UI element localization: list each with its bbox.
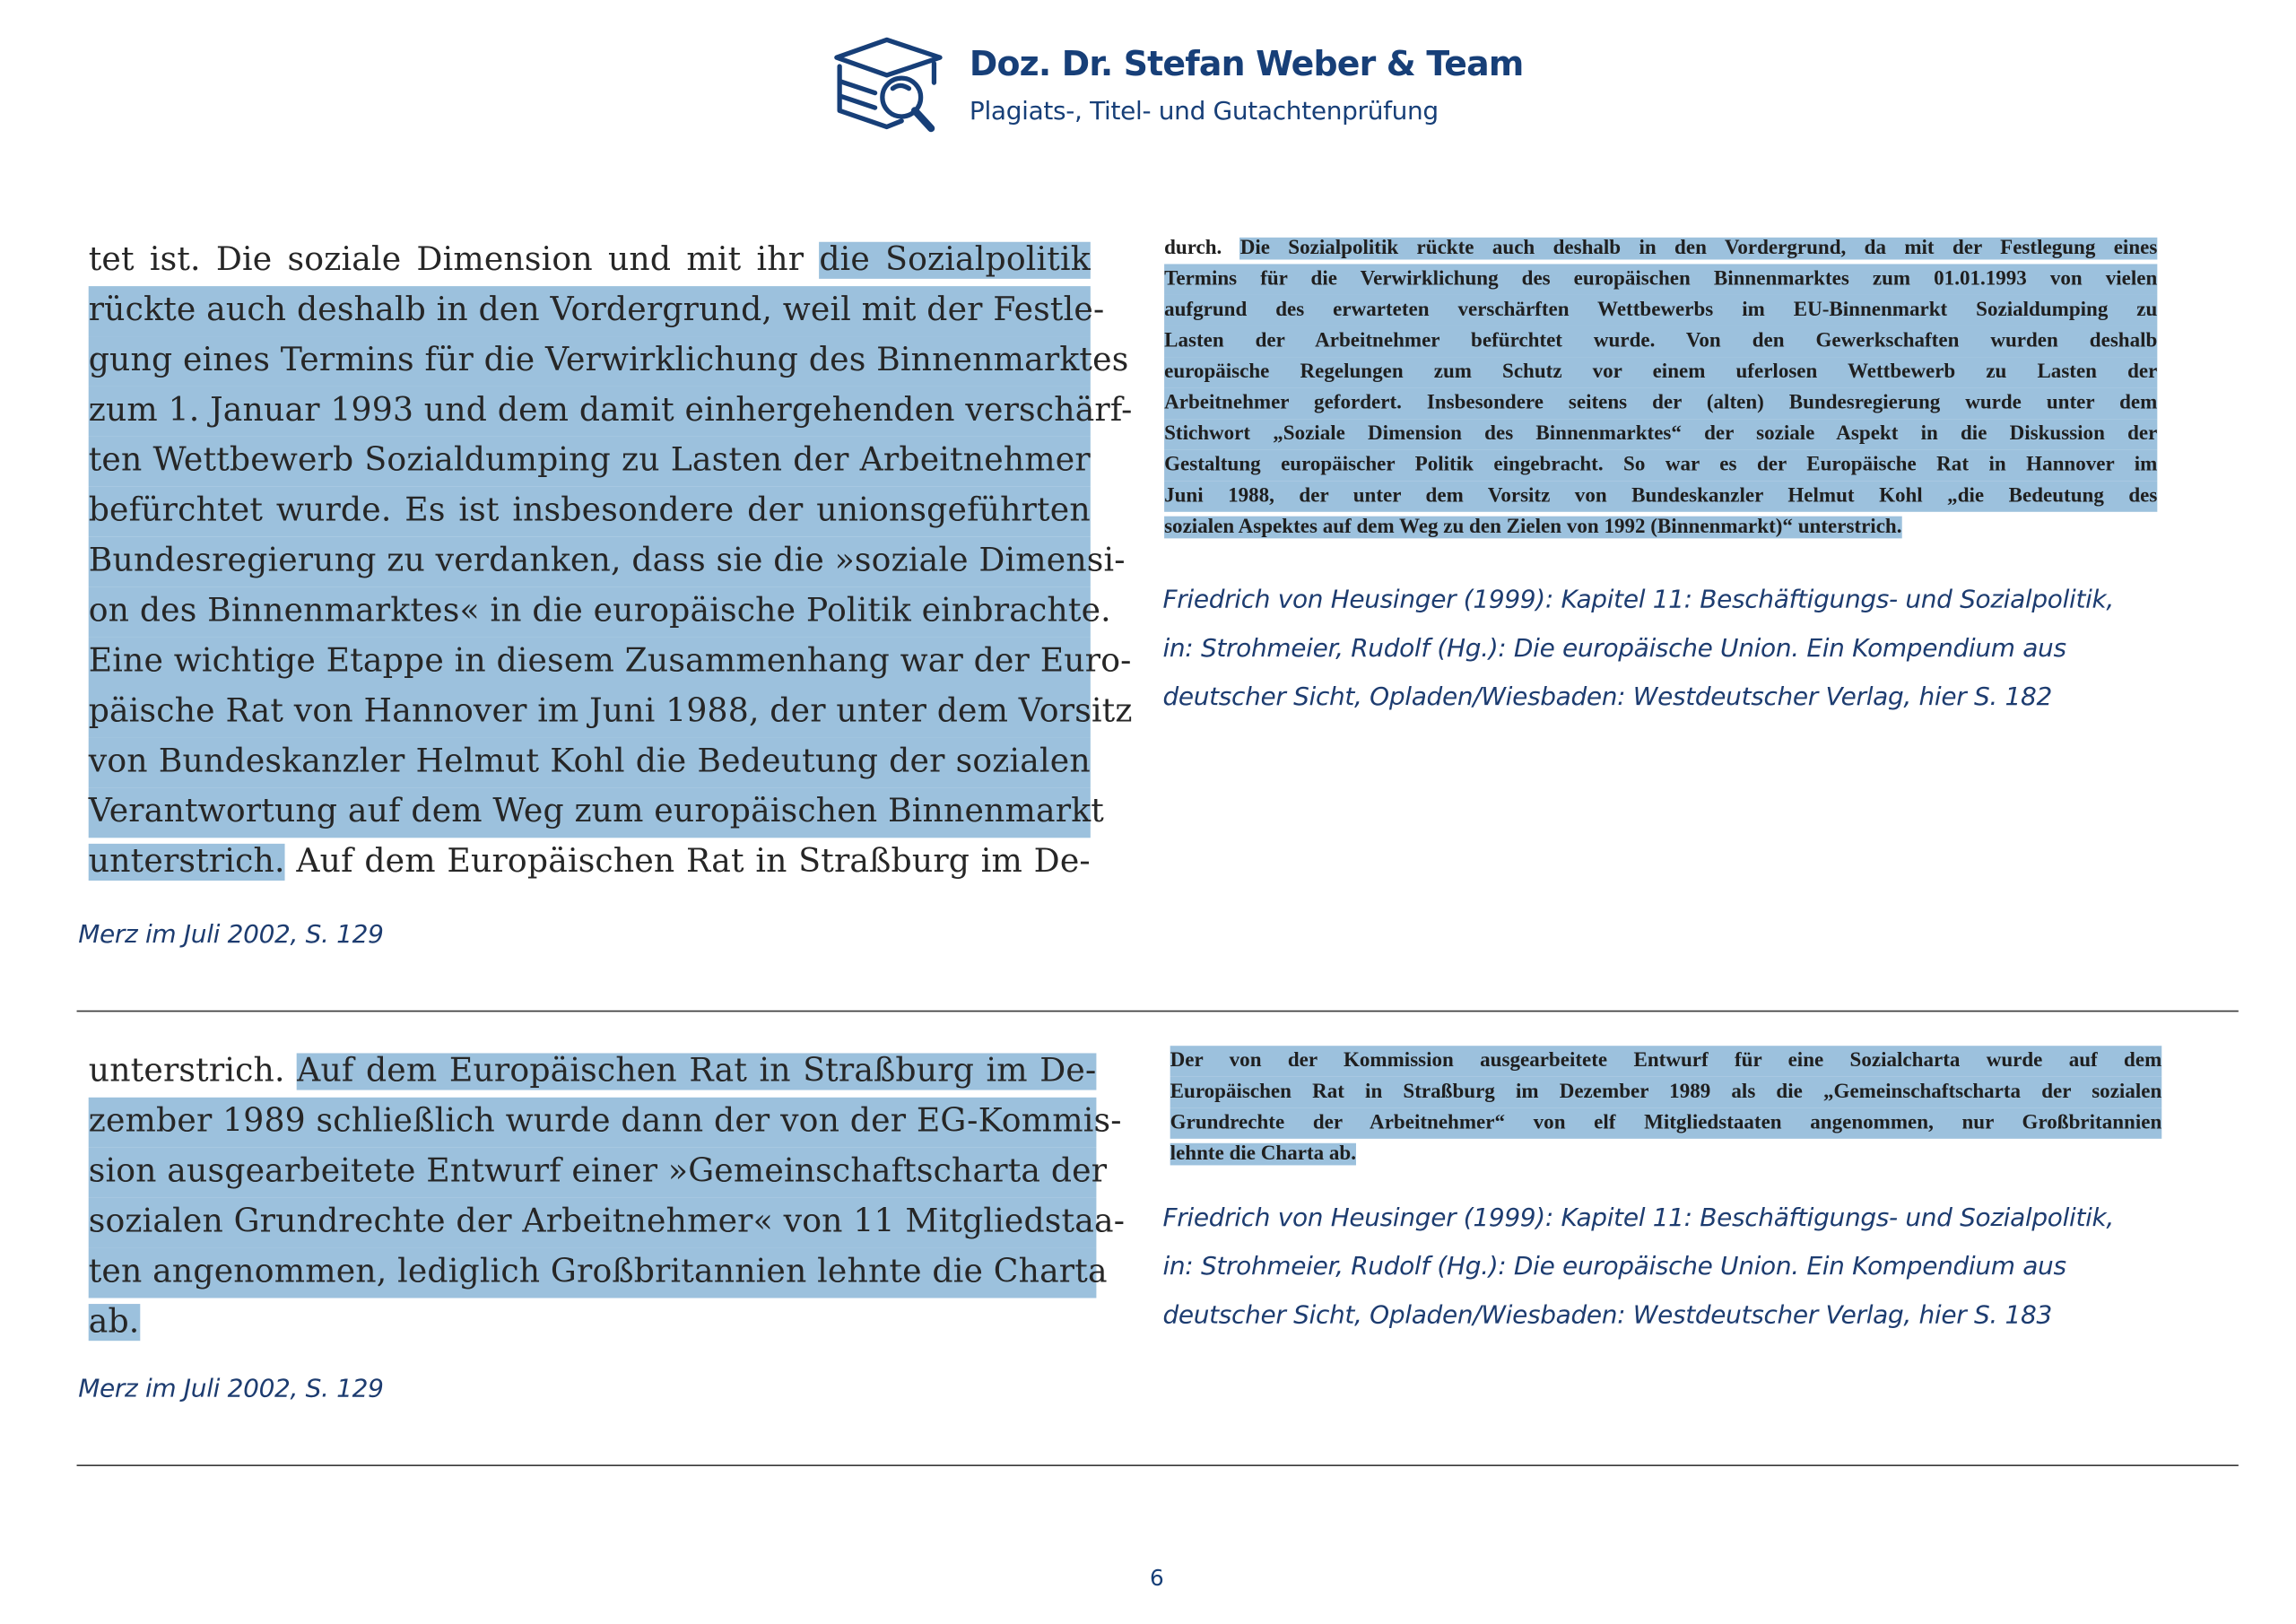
excerpt-segment: Termins für die Verwirklichung des europäischen Binnenmarktes zum 01.01.1993 von vielen bbox=[1164, 268, 2158, 291]
excerpt-line bbox=[88, 1148, 1108, 1198]
excerpt-line bbox=[1164, 419, 2157, 450]
source-caption-right bbox=[1162, 1194, 2114, 1341]
excerpt-line bbox=[1164, 512, 2157, 543]
section-divider bbox=[77, 1464, 2239, 1466]
excerpt-segment: von Bundeskanzler Helmut Kohl die Bedeutung der sozialen bbox=[88, 743, 1091, 781]
excerpt-line bbox=[1164, 357, 2157, 388]
excerpt-line bbox=[88, 1248, 1108, 1298]
excerpt-segment: rückte auch deshalb in den Vordergrund, weil mit der Festle- bbox=[88, 291, 1105, 329]
excerpt-line bbox=[88, 537, 1126, 587]
excerpt-segment: Gestaltung europäischer Politik eingebracht. So war es der Europäische Rat in Hannover im bbox=[1164, 454, 2158, 477]
excerpt-line bbox=[88, 1198, 1126, 1248]
excerpt-segment: Auf dem Europäischen Rat in Straßburg im De- bbox=[297, 1053, 1097, 1090]
excerpt-line bbox=[1170, 1046, 2162, 1077]
excerpt-line bbox=[88, 386, 1133, 437]
caption-line: deutscher Sicht, Opladen/Wiesbaden: Westdeutscher Verlag, hier S. 183 bbox=[1162, 1300, 2052, 1331]
excerpt-segment: päische Rat von Hannover im Juni 1988, der unter dem Vorsitz bbox=[88, 693, 1133, 731]
excerpt-line bbox=[89, 1298, 1097, 1348]
excerpt-segment: durch. bbox=[1164, 237, 1240, 260]
excerpt-segment: sozialen Grundrechte der Arbeitnehmer« von 11 Mitgliedstaa- bbox=[88, 1203, 1126, 1241]
excerpt-segment: Europäischen Rat in Straßburg im Dezember 1989 als die „Gemeinschaftscharta der sozialen bbox=[1170, 1081, 2162, 1104]
excerpt-segment: aufgrund des erwarteten verschärften Wettbewerbs im EU-Binnenmarkt Sozialdumping zu bbox=[1164, 299, 2158, 322]
excerpt-line bbox=[1164, 481, 2157, 512]
excerpt-segment: tet ist. Die soziale Dimension und mit ihr bbox=[88, 241, 820, 279]
excerpt-line bbox=[1164, 326, 2157, 358]
source-caption-right bbox=[1162, 577, 2114, 723]
book-magnifier-icon bbox=[831, 32, 943, 135]
excerpt-segment: Grundrechte der Arbeitnehmer“ von elf Mitgliedstaaten angenommen, nur Großbritannien bbox=[1170, 1112, 2162, 1134]
excerpt-segment: Arbeitnehmer gefordert. Insbesondere seitens der (alten) Bundesregierung wurde unter dem bbox=[1164, 392, 2158, 415]
excerpt-segment: sion ausgearbeitete Entwurf einer »Gemeinschaftscharta der bbox=[88, 1153, 1108, 1191]
excerpt-segment: sozialen Aspektes auf dem Weg zu den Zielen von 1992 (Binnenmarkt)“ unterstrich. bbox=[1164, 516, 1902, 539]
excerpt-segment: Stichwort „Soziale Dimension des Binnenmarktes“ der soziale Aspekt in die Diskussion der bbox=[1164, 423, 2158, 446]
excerpt-segment: Lasten der Arbeitnehmer befürchtet wurde. Von den Gewerkschaften wurden deshalb bbox=[1164, 330, 2158, 353]
caption-line: deutscher Sicht, Opladen/Wiesbaden: Westdeutscher Verlag, hier S. 182 bbox=[1162, 682, 2052, 713]
excerpt-line bbox=[89, 1047, 1097, 1098]
excerpt-line bbox=[1164, 388, 2157, 420]
excerpt-line bbox=[88, 638, 1132, 688]
brand-subtitle: Plagiats-, Titel- und Gutachtenprüfung bbox=[969, 97, 1439, 127]
excerpt-segment: Eine wichtige Etappe in diesem Zusammenhang war der Euro- bbox=[88, 643, 1132, 681]
excerpt-line bbox=[88, 688, 1133, 738]
excerpt-segment: Der von der Kommission ausgearbeitete Entwurf für eine Sozialcharta wurde auf dem bbox=[1170, 1050, 2162, 1073]
excerpt-segment: Juni 1988, der unter dem Vorsitz von Bundeskanzler Helmut Kohl „die Bedeutung des bbox=[1164, 485, 2158, 508]
excerpt-line bbox=[88, 286, 1105, 336]
excerpt-segment: unterstrich. bbox=[88, 843, 285, 881]
excerpt-segment: unterstrich. bbox=[88, 1053, 298, 1090]
excerpt-line bbox=[88, 787, 1105, 838]
excerpt-line bbox=[89, 838, 1091, 888]
book-excerpt-scan bbox=[88, 236, 1133, 888]
excerpt-line bbox=[1170, 1139, 2162, 1170]
excerpt-segment: Bundesregierung zu verdanken, dass sie die »soziale Dimensi- bbox=[88, 543, 1126, 580]
excerpt-segment: ten angenommen, lediglich Großbritannien lehnte die Charta bbox=[88, 1254, 1108, 1291]
excerpt-segment: die Sozialpolitik bbox=[819, 241, 1091, 279]
excerpt-segment: Auf dem Europäischen Rat in Straßburg im De- bbox=[284, 843, 1091, 881]
section-divider bbox=[77, 1011, 2239, 1012]
excerpt-segment: lehnte die Charta ab. bbox=[1170, 1142, 1356, 1166]
source-caption-left: Merz im Juli 2002, S. 129 bbox=[78, 920, 384, 951]
excerpt-segment: Verantwortung auf dem Weg zum europäischen Binnenmarkt bbox=[88, 793, 1105, 831]
caption-line: in: Strohmeier, Rudolf (Hg.): Die europäische Union. Ein Kompendium aus bbox=[1162, 634, 2066, 664]
book-excerpt-scan bbox=[88, 1047, 1126, 1349]
brand-title: Doz. Dr. Stefan Weber & Team bbox=[969, 45, 1524, 84]
caption-line: Friedrich von Heusinger (1999): Kapitel 11: Beschäftigungs- und Sozialpolitik, bbox=[1162, 1203, 2114, 1234]
excerpt-line bbox=[1164, 450, 2157, 482]
excerpt-segment: befürchtet wurde. Es ist insbesondere der unionsgeführten bbox=[88, 492, 1091, 530]
reference-excerpt-scan bbox=[1170, 1046, 2162, 1169]
excerpt-segment: zum 1. Januar 1993 und dem damit einhergehenden verschärf- bbox=[88, 392, 1133, 430]
caption-line: Friedrich von Heusinger (1999): Kapitel 11: Beschäftigungs- und Sozialpolitik, bbox=[1162, 586, 2114, 615]
excerpt-segment: on des Binnenmarktes« in die europäische Politik einbrachte. bbox=[88, 593, 1111, 630]
excerpt-line bbox=[89, 737, 1091, 787]
excerpt-line bbox=[1164, 233, 2157, 265]
excerpt-line bbox=[88, 1098, 1122, 1148]
page-number: 6 bbox=[1150, 1565, 1164, 1592]
excerpt-line bbox=[89, 236, 1091, 286]
excerpt-line bbox=[1164, 295, 2157, 326]
excerpt-segment: Die Sozialpolitik rückte auch deshalb in den Vordergrund, da mit der Festlegung eines bbox=[1239, 237, 2158, 260]
excerpt-line bbox=[1170, 1077, 2162, 1108]
excerpt-segment: zember 1989 schließlich wurde dann der von der EG-Kommis- bbox=[88, 1103, 1122, 1141]
excerpt-line bbox=[88, 336, 1129, 386]
excerpt-line bbox=[89, 437, 1091, 487]
excerpt-segment: ten Wettbewerb Sozialdumping zu Lasten der Arbeitnehmer bbox=[88, 442, 1091, 480]
excerpt-line bbox=[1164, 264, 2157, 295]
excerpt-line bbox=[1170, 1107, 2162, 1139]
excerpt-segment: europäische Regelungen zum Schutz vor einem uferlosen Wettbewerb zu Lasten der bbox=[1164, 360, 2158, 384]
reference-excerpt-scan bbox=[1164, 233, 2157, 543]
excerpt-segment: gung eines Termins für die Verwirklichung des Binnenmarktes bbox=[88, 342, 1129, 379]
source-caption-left: Merz im Juli 2002, S. 129 bbox=[78, 1375, 384, 1404]
excerpt-line bbox=[89, 487, 1091, 537]
caption-line: in: Strohmeier, Rudolf (Hg.): Die europäische Union. Ein Kompendium aus bbox=[1162, 1252, 2066, 1282]
excerpt-line bbox=[88, 587, 1111, 638]
excerpt-segment: ab. bbox=[88, 1304, 140, 1342]
